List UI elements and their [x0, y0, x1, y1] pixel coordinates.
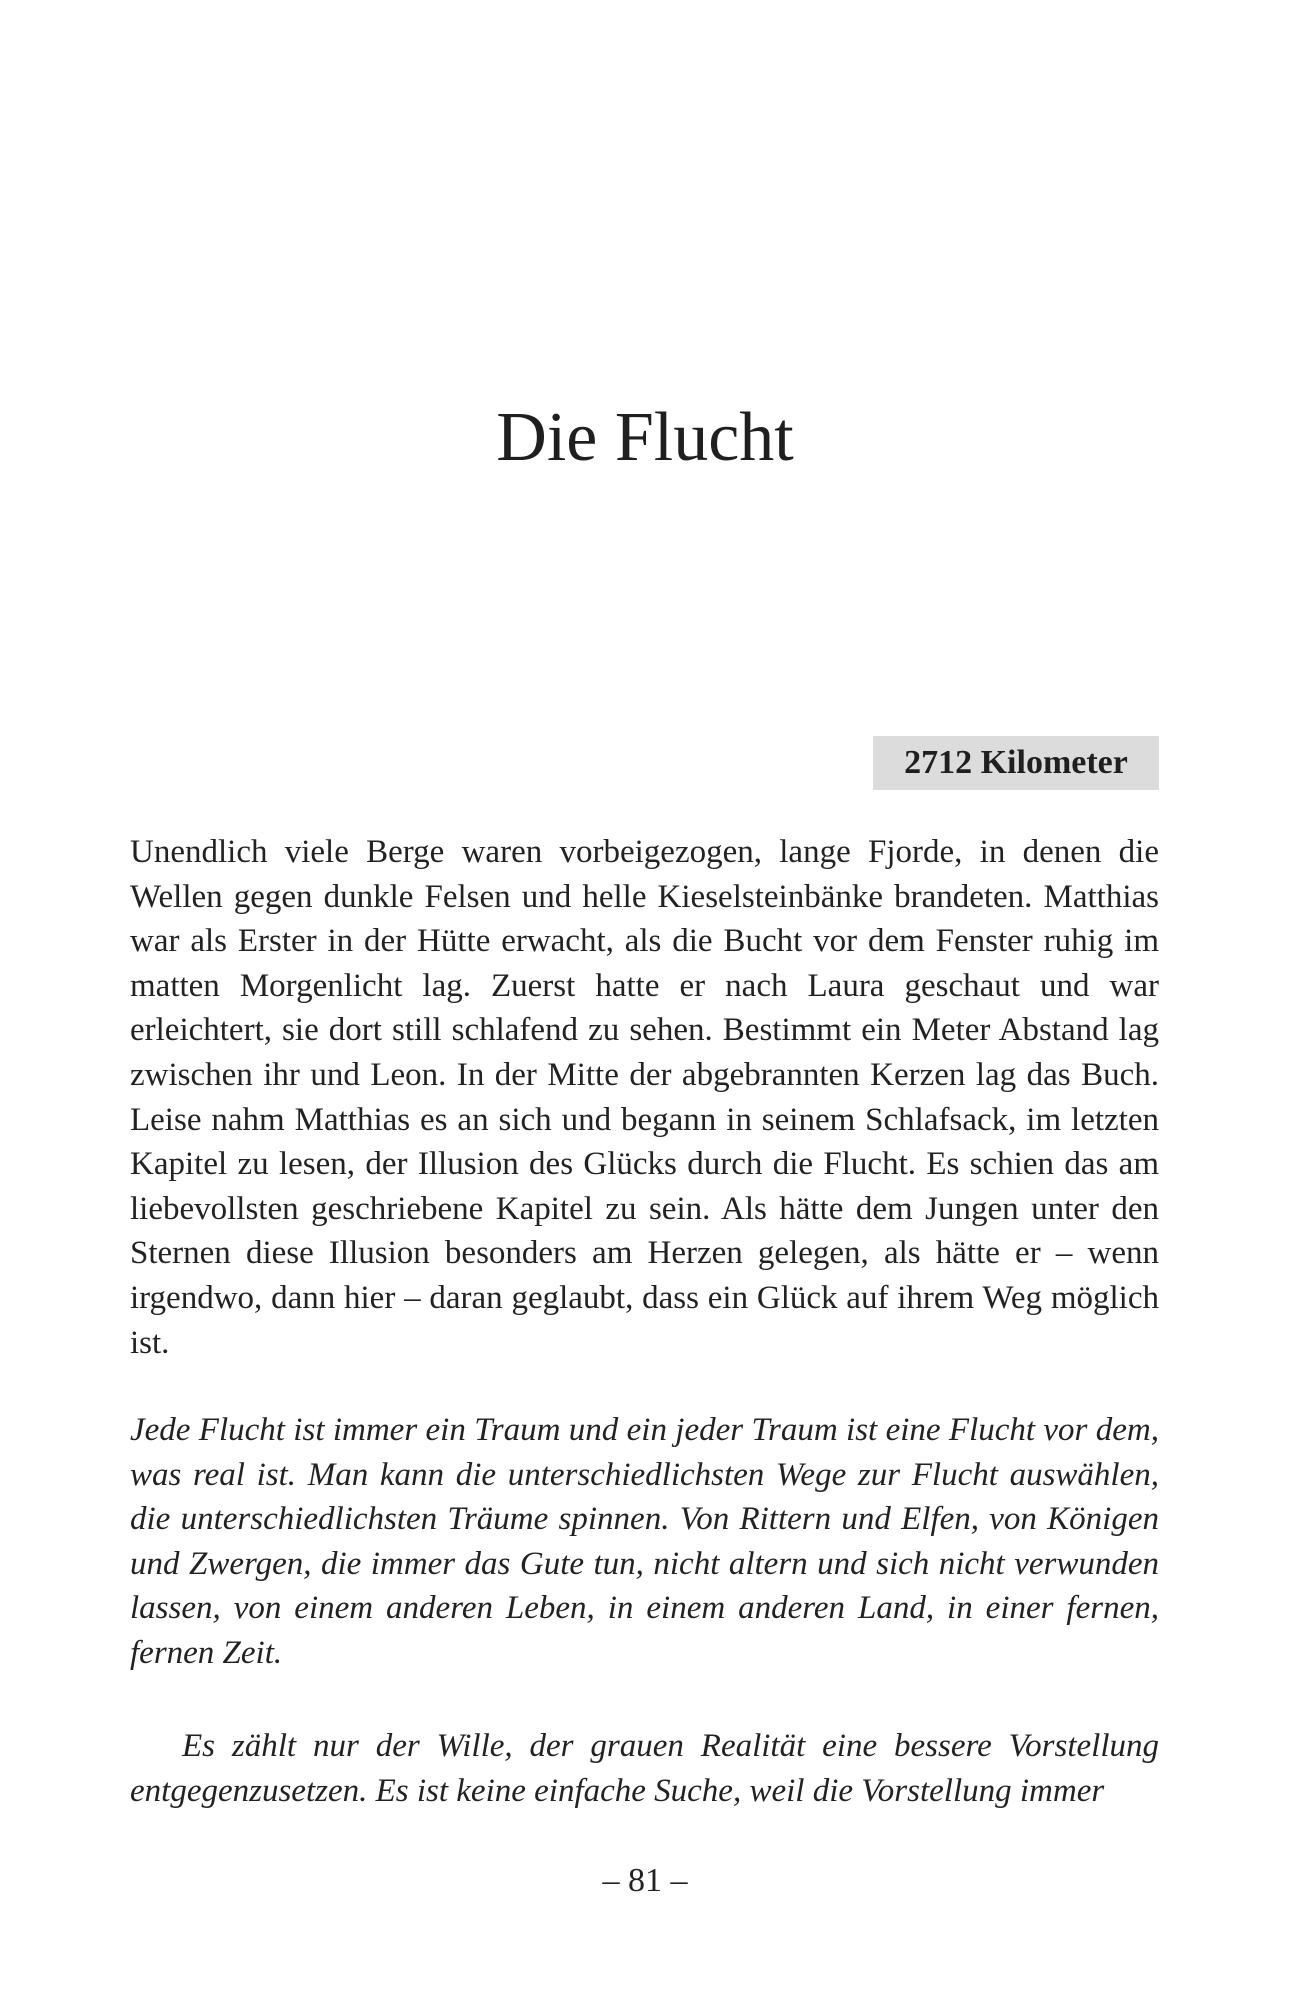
chapter-title: Die Flucht — [496, 399, 794, 476]
italic-paragraph-1: Jede Flucht ist immer ein Traum und ein jeder Traum ist eine Flucht vor dem, was real ist. Man kann die unterschiedlichsten Wege zur Flucht auswählen, die unterschiedlichsten Träume spinnen. Von Rittern und Elfen, von Königen und Zwergen, die immer das Gute tun, nicht altern und sich nicht verwunden lassen, von einem anderen Leben, in einem anderen Land, in einer fernen, fernen Zeit. — [130, 1412, 1159, 1671]
page-number: – 81 – — [602, 1862, 688, 1899]
italic-paragraph-2: Es zählt nur der Wille, der grauen Realität eine bessere Vorstellung entgegenzusetzen. Es ist keine einfache Suche, weil die Vorstellung immer — [130, 1728, 1159, 1809]
body-paragraph-1: Unendlich viele Berge waren vorbeigezogen, lange Fjorde, in denen die Wellen gegen dunkle Felsen und helle Kieselsteinbänke brandeten. Matthias war als Erster in der Hütte erwacht, als die Bucht vor dem Fenster ruhig im matten Morgenlicht lag. Zuerst hatte er nach Laura geschaut und war erleichtert, sie dort still schlafend zu sehen. Bestimmt ein Meter Abstand lag zwischen ihr und Leon. In der Mitte der abgebrannten Kerzen lag das Buch. Leise nahm Matthias es an sich und begann in seinem Schlafsack, im letzten Kapitel zu lesen, der Illusion des Glücks durch die Flucht. Es schien das am liebevollsten geschriebene Kapitel zu sein. Als hätte dem Jungen unter den Sternen diese Illusion besonders am Herzen gelegen, als hätte er – wenn irgendwo, dann hier – daran geglaubt, dass ein Glück auf ihrem Weg möglich ist. — [130, 834, 1159, 1361]
distance-label: 2712 Kilometer — [873, 736, 1159, 790]
